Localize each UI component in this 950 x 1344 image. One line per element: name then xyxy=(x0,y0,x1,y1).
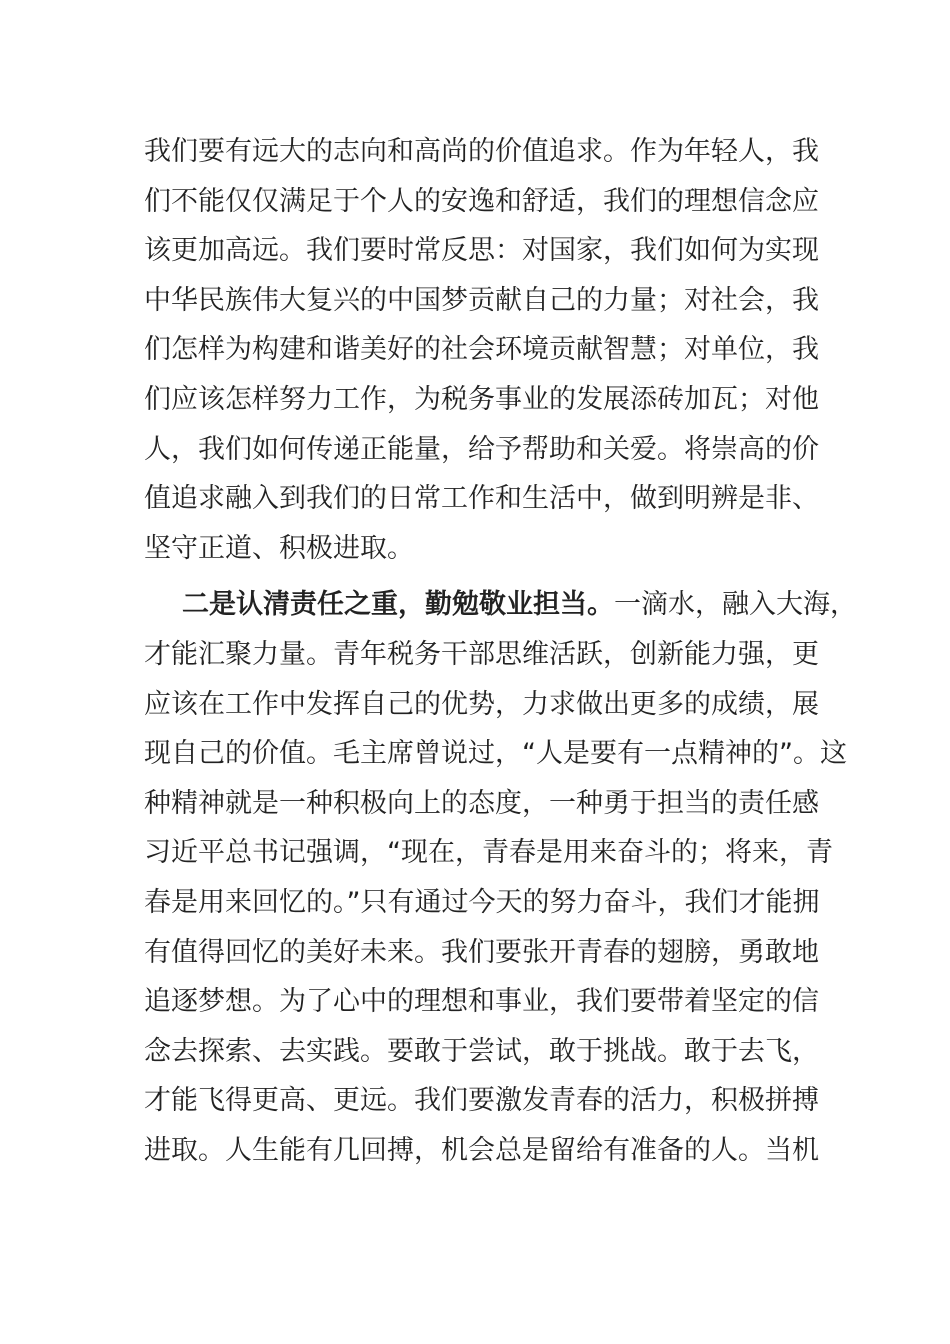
text-line: 有值得回忆的美好未来。我们要张开青春的翅膀，勇敢地 xyxy=(144,936,819,968)
section-heading: 二是认清责任之重，勤勉敬业担当。 xyxy=(182,589,614,621)
text-line: 追逐梦想。为了心中的理想和事业，我们要带着坚定的信 xyxy=(144,986,819,1018)
heading-continuation: 一滴水，融入大海， xyxy=(614,589,857,621)
text-line: 现自己的价值。毛主席曾说过，“人是要有一点精神的”。这 xyxy=(144,738,847,770)
text-line: 念去探索、去实践。要敢于尝试，敢于挑战。敢于去飞， xyxy=(144,1035,819,1067)
text-line: 人，我们如何传递正能量，给予帮助和关爱。将崇高的价 xyxy=(144,433,819,465)
paragraph-2 xyxy=(144,580,857,1175)
text-line: 值追求融入到我们的日常工作和生活中，做到明辨是非、 xyxy=(144,483,819,515)
text-line: 该更加高远。我们要时常反思：对国家，我们如何为实现 xyxy=(144,235,819,267)
text-line: 习近平总书记强调，“现在，青春是用来奋斗的；将来，青 xyxy=(144,837,833,869)
text-line: 们怎样为构建和谐美好的社会环境贡献智慧；对单位，我 xyxy=(144,334,819,366)
text-line: 应该在工作中发挥自己的优势，力求做出更多的成绩，展 xyxy=(144,688,819,720)
paragraph-1 xyxy=(144,127,819,573)
text-line: 我们要有远大的志向和高尚的价值追求。作为年轻人，我 xyxy=(144,136,819,167)
text-line: 才能飞得更高、更远。我们要激发青春的活力，积极拼搏 xyxy=(144,1085,819,1117)
text-line: 们不能仅仅满足于个人的安逸和舒适，我们的理想信念应 xyxy=(144,185,819,217)
text-line: 才能汇聚力量。青年税务干部思维活跃，创新能力强，更 xyxy=(144,638,819,670)
text-line: 们应该怎样努力工作，为税务事业的发展添砖加瓦；对他 xyxy=(144,383,819,415)
text-line: 中华民族伟大复兴的中国梦贡献自己的力量；对社会，我 xyxy=(144,284,819,316)
text-line: 种精神就是一种积极向上的态度，一种勇于担当的责任感 xyxy=(144,787,819,819)
text-line: 坚守正道、积极进取。 xyxy=(144,532,414,564)
document-body xyxy=(144,127,857,1175)
text-line: 春是用来回忆的。”只有通过今天的努力奋斗，我们才能拥 xyxy=(144,886,820,918)
text-line: 进取。人生能有几回搏，机会总是留给有准备的人。当机 xyxy=(144,1134,819,1166)
first-text-line xyxy=(144,580,857,630)
